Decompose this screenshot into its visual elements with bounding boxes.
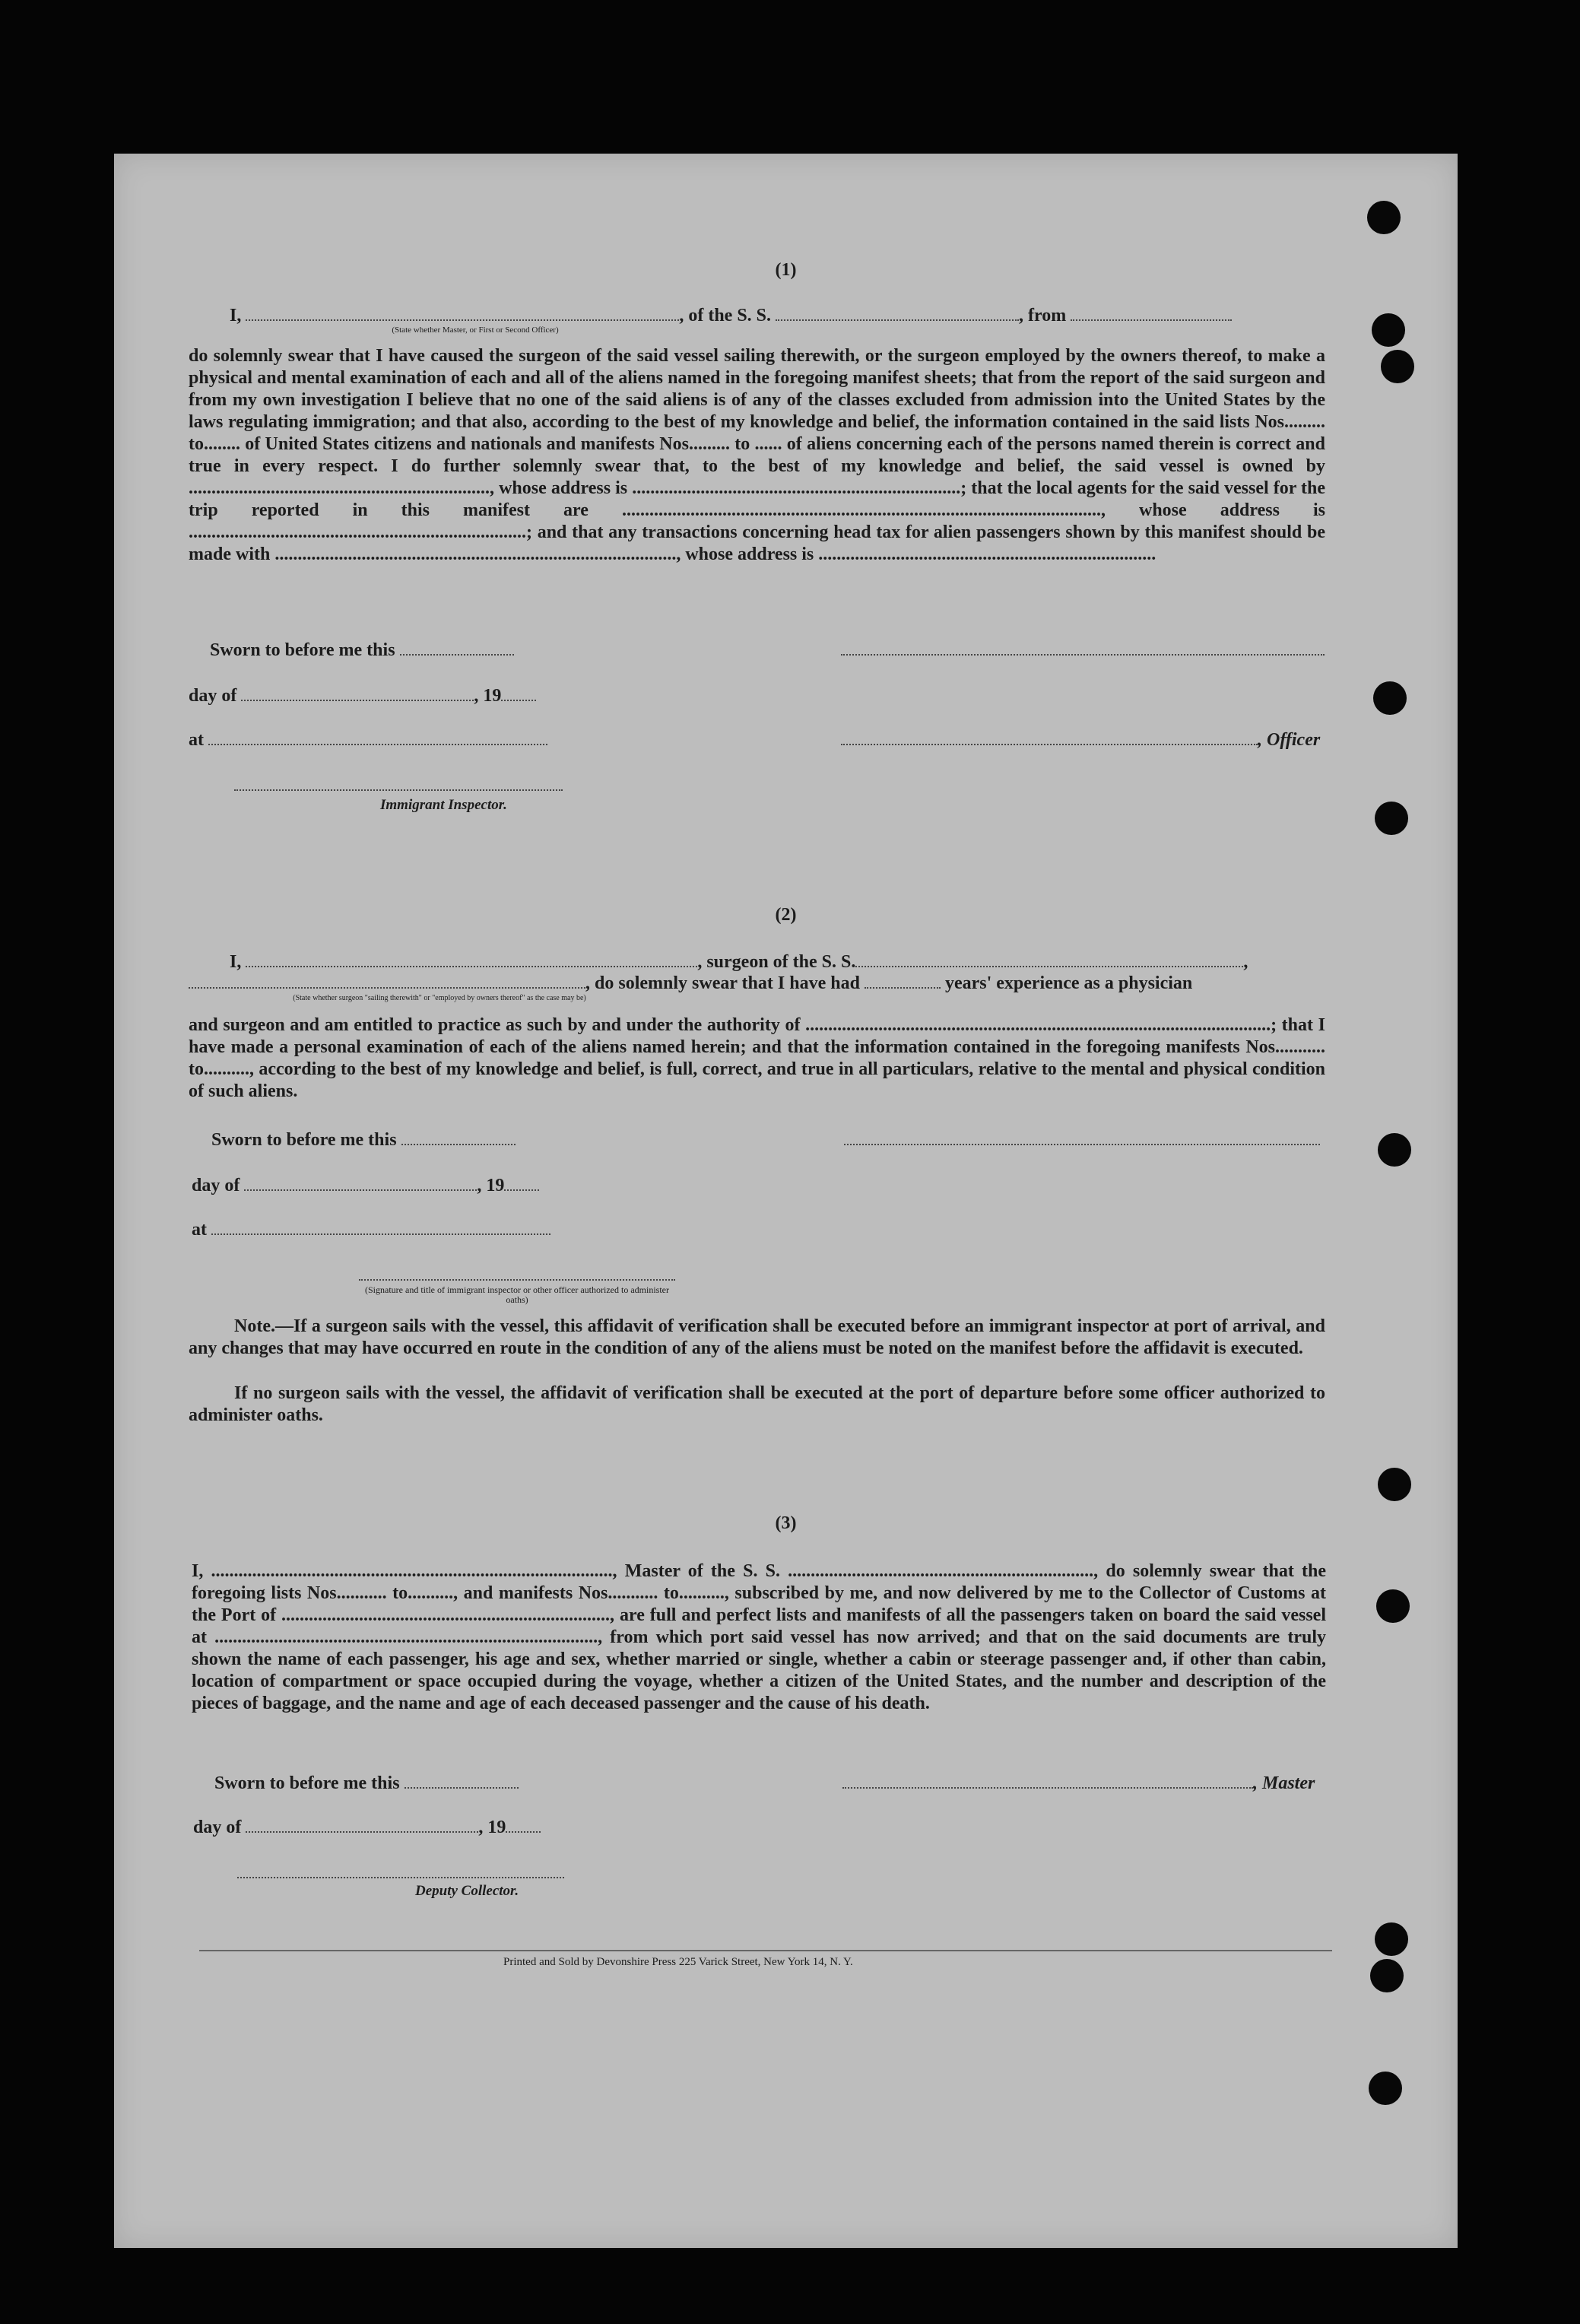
s2-note-2-text: If no surgeon sails with the vessel, the affidavit of verification shall be executed at the port of departure before some officer authorized to administer oaths. (189, 1383, 1325, 1425)
punch-hole (1373, 681, 1407, 715)
s2-sailing-caption: (State whether surgeon "sailing therewith" or "employed by owners thereof" as the case may be) (293, 994, 586, 1002)
s2-day-line (192, 1174, 539, 1196)
s2-sailing-blank[interactable] (189, 972, 585, 989)
punch-hole (1378, 1133, 1411, 1167)
s1-officer-caption: (State whether Master, or First or Second Officer) (392, 325, 559, 335)
punch-hole (1381, 350, 1414, 383)
punch-hole (1372, 313, 1405, 347)
s1-day-line (189, 684, 536, 706)
s3-year-blank[interactable] (506, 1816, 541, 1833)
s1-inspector-label: Immigrant Inspector. (380, 797, 507, 813)
s2-signature-blank[interactable] (844, 1129, 1320, 1145)
punch-hole (1369, 2072, 1402, 2105)
section-2-body: and surgeon and am entitled to practice as such by and under the authority of ......................................................................................................; that I have made a personal examination of each of the aliens named herein; and that the information contained in the foregoing manifests Nos........... to.........., according to the best of my knowledge and belief, is full, correct, and true in all particulars, relative to the mental and physical condition of such aliens. (189, 1015, 1325, 1101)
s3-day-blank[interactable] (246, 1816, 478, 1833)
form-page (114, 154, 1458, 2248)
s1-year-label: , 19 (474, 686, 502, 706)
section-1-body: do solemnly swear that I have caused the surgeon of the said vessel sailing therewith, or the surgeon employed by the owners thereof, to make a physical and mental examination of each and all of the aliens named in the foregoing manifest sheets; that from the report of the said surgeon and from my own investigation I believe that no one of the said aliens is of any of the classes excluded from admission into the United States by the laws regulating immigration; and that also, according to the best of my knowledge and belief, the information contained in the said lists Nos......... to........ of United States citizens and nationals and manifests Nos......... to ...... of aliens concerning each of the persons named therein is correct and true in every respect. I do further solemnly swear that, to the best of my knowledge and belief, the said vessel is owned by .................................................................., whose address is ........................................................................; that the local agents for the said vessel for the trip reported in this manifest are ........................................................................................................., whose address is ..........................................................................; and that any transactions concerning head tax for alien passengers shown by this manifest should be made with ........................................................................................, whose address is .......................................................................... (189, 346, 1325, 564)
s1-signature-blank-line (841, 639, 1325, 661)
section-2-line-1: I, , surgeon of the S. S. , (230, 952, 1248, 972)
s3-day-label: day of (193, 1818, 242, 1837)
s2-swear-label: , do solemnly swear that I have had (585, 973, 860, 993)
s1-officer-blank[interactable] (246, 304, 679, 321)
s2-note-1-text: Note.—If a surgeon sails with the vessel, this affidavit of verification shall be executed before an immigrant inspector at port of arrival, and any changes that may have occurred en route in the condition of any of the aliens must be noted on the manifest before the affidavit is executed. (189, 1316, 1325, 1358)
s2-surgeon-label: , surgeon of the S. S. (697, 952, 856, 972)
s3-sworn-label: Sworn to before me this (214, 1773, 400, 1793)
s3-sworn-blank[interactable] (405, 1772, 519, 1789)
s2-sig-rule (359, 1279, 675, 1281)
s1-of-ss-label: , of the S. S. (679, 306, 772, 325)
s1-inspector-rule (234, 789, 563, 791)
s1-i-label: I, (230, 306, 242, 325)
s2-surgeon-name-blank[interactable] (246, 951, 697, 967)
s3-master-sign-blank[interactable] (842, 1772, 1253, 1789)
s2-note-1 (189, 1316, 1325, 1360)
s3-master-line (842, 1772, 1315, 1794)
section-2-number: (2) (775, 905, 797, 925)
s2-year-blank[interactable] (504, 1174, 539, 1191)
s2-at-line (192, 1218, 550, 1240)
s1-signature-blank[interactable] (841, 639, 1325, 656)
s2-i-label: I, (230, 952, 242, 972)
punch-hole (1376, 1589, 1410, 1623)
punch-hole (1375, 1922, 1408, 1956)
s3-sworn-line (214, 1772, 519, 1794)
s1-from-blank[interactable] (1071, 304, 1232, 321)
s3-day-line (193, 1816, 541, 1838)
punch-hole (1370, 1959, 1404, 1992)
s2-years-label: years' experience as a physician (944, 973, 1193, 993)
s2-note-2 (189, 1383, 1325, 1427)
s2-day-label: day of (192, 1176, 240, 1195)
s2-at-blank[interactable] (211, 1218, 550, 1235)
footer-rule (199, 1950, 1332, 1951)
s1-day-label: day of (189, 686, 237, 706)
s1-year-blank[interactable] (501, 684, 536, 701)
s2-year-label: , 19 (477, 1176, 505, 1195)
section-3-body: I, ........................................................................................, Master of the S. S. ..................................................................., do solemnly swear that the foregoing lists Nos........... to.........., and manifests Nos........... to.........., subscribed by me, and now delivered by me to the Collector of Customs at the Port of ........................................................................, are full and perfect lists and manifests of all the passengers taken on board the said vessel at ...................................................................................., from which port said vessel has now arrived; and that on the said documents are truly shown the name of each passenger, his age and sex, whether married or single, whether a cabin or steerage passenger and, if other than cabin, location of compartment or space occupied during the voyage, whether a citizen of the United States, and the number and description of the pieces of baggage, and the name and age of each deceased passenger and the cause of his death. (192, 1561, 1326, 1713)
section-1-line-1 (230, 304, 1232, 326)
s3-master-label: , Master (1253, 1773, 1315, 1793)
punch-hole (1375, 802, 1408, 835)
footer-imprint: Printed and Sold by Devonshire Press 225 Varick Street, New York 14, N. Y. (503, 1956, 853, 1968)
s1-at-blank[interactable] (208, 729, 547, 745)
punch-hole (1378, 1468, 1411, 1501)
section-2-line-2 (189, 972, 1192, 994)
s1-sworn-blank[interactable] (400, 639, 514, 656)
s2-sworn-blank[interactable] (401, 1129, 516, 1145)
punch-hole (1367, 201, 1401, 234)
s2-sworn-line (211, 1129, 516, 1151)
section-1-number: (1) (775, 260, 797, 280)
s1-sworn-line (210, 639, 514, 661)
s2-sig-caption: (Signature and title of immigrant inspector or other officer authorized to administer oaths) (365, 1284, 669, 1305)
s1-from-label: , from (1019, 306, 1067, 325)
s2-ship-blank[interactable] (855, 951, 1243, 967)
s2-years-blank[interactable] (865, 972, 941, 989)
s3-deputy-rule (237, 1877, 564, 1878)
s1-officer-line (841, 729, 1320, 751)
s1-officer-label: , Officer (1258, 730, 1321, 750)
s2-at-label: at (192, 1220, 207, 1240)
s2-day-blank[interactable] (244, 1174, 477, 1191)
s2-signature-blank-line (844, 1129, 1320, 1151)
section-3-number: (3) (775, 1513, 797, 1533)
s1-sworn-label: Sworn to before me this (210, 640, 395, 660)
s1-at-line (189, 729, 547, 751)
s1-officer-sign-blank[interactable] (841, 729, 1258, 745)
s3-year-label: , 19 (478, 1818, 506, 1837)
s1-ship-blank[interactable] (776, 304, 1019, 321)
s3-deputy-label: Deputy Collector. (415, 1883, 519, 1899)
s1-day-blank[interactable] (241, 684, 474, 701)
s1-at-label: at (189, 730, 204, 750)
s2-sworn-label: Sworn to before me this (211, 1130, 397, 1150)
